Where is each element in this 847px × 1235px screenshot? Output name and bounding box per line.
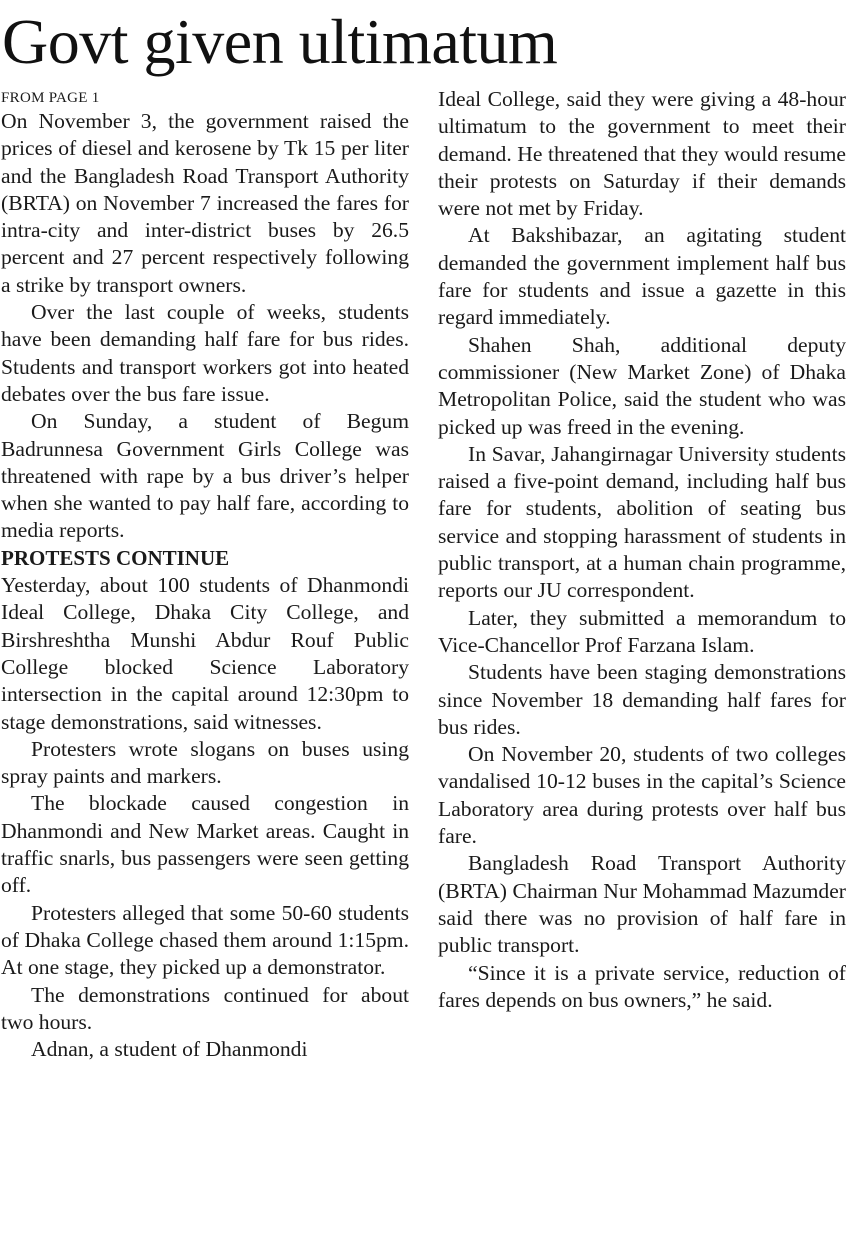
article-column-right [438, 86, 846, 1014]
paragraph: In Savar, Jahangirnagar University students raised a five-point demand, including half bus fare for students, abolition of seating bus service and stopping harassment of students in public transport, at a human chain programme, reports our JU correspondent. [438, 441, 846, 603]
paragraph: Protesters wrote slogans on buses using spray paints and markers. [1, 736, 409, 789]
paragraph: At Bakshibazar, an agitating student demanded the government implement half bus fare for students and issue a gazette in this regard immediately. [438, 223, 846, 330]
paragraph: Later, they submitted a memorandum to Vice-Chancellor Prof Farzana Islam. [438, 605, 846, 657]
paragraph: “Since it is a private service, reduction of fares depends on bus owners,” he said. [438, 960, 846, 1012]
paragraph: Shahen Shah, additional deputy commissioner (New Market Zone) of Dhaka Metropolitan Police, said the student who was picked up was freed in the evening. [438, 332, 846, 439]
jump-line: FROM PAGE 1 [1, 90, 100, 106]
paragraph: The demonstrations continued for about two hours. [1, 982, 409, 1034]
paragraph: Adnan, a student of Dhanmondi [31, 1037, 308, 1062]
subhead: PROTESTS CONTINUE [1, 545, 230, 570]
paragraph: Ideal College, said they were giving a 48-hour ultimatum to the government to meet their demand. He threatened that they would resume their protests on Saturday if their demands were not met by Friday. [438, 87, 846, 221]
paragraph: Protesters alleged that some 50-60 students of Dhaka College chased them around 1:15pm. At one stage, they picked up a demonstrator. [1, 900, 409, 980]
paragraph: Bangladesh Road Transport Authority (BRTA) Chairman Nur Mohammad Mazumder said there was no provision of half fare in public transport. [438, 851, 846, 958]
paragraph: On November 3, the government raised the prices of diesel and kerosene by Tk 15 per liter and the Bangladesh Road Transport Authority (BRTA) on November 7 increased the fares for intra-city and inter-district buses by 26.5 percent and 27 percent respectively following a strike by transport owners. [1, 109, 409, 297]
paragraph: On November 20, students of two colleges vandalised 10-12 buses in the capital’s Science Laboratory area during protests over half bus fare. [438, 742, 846, 849]
paragraph: Over the last couple of weeks, students have been demanding half fare for bus rides. Students and transport workers got into heated debates over the bus fare issue. [1, 300, 409, 406]
paragraph: Yesterday, about 100 students of Dhanmondi Ideal College, Dhaka City College, and Birshreshtha Munshi Abdur Rouf Public College blocked Science Laboratory intersection in the capital around 12:30pm to stage demonstrations, said witnesses. [1, 573, 409, 734]
paragraph: On Sunday, a student of Begum Badrunnesa Government Girls College was threatened with rape by a bus driver’s helper when she wanted to pay half fare, according to media reports. [1, 409, 409, 543]
headline: Govt given ultimatum [2, 6, 558, 77]
article-column-left [1, 88, 409, 1063]
paragraph: The blockade caused congestion in Dhanmondi and New Market areas. Caught in traffic snarls, bus passengers were seen getting off. [1, 791, 409, 898]
paragraph: Students have been staging demonstrations since November 18 demanding half fares for bus rides. [438, 660, 846, 739]
